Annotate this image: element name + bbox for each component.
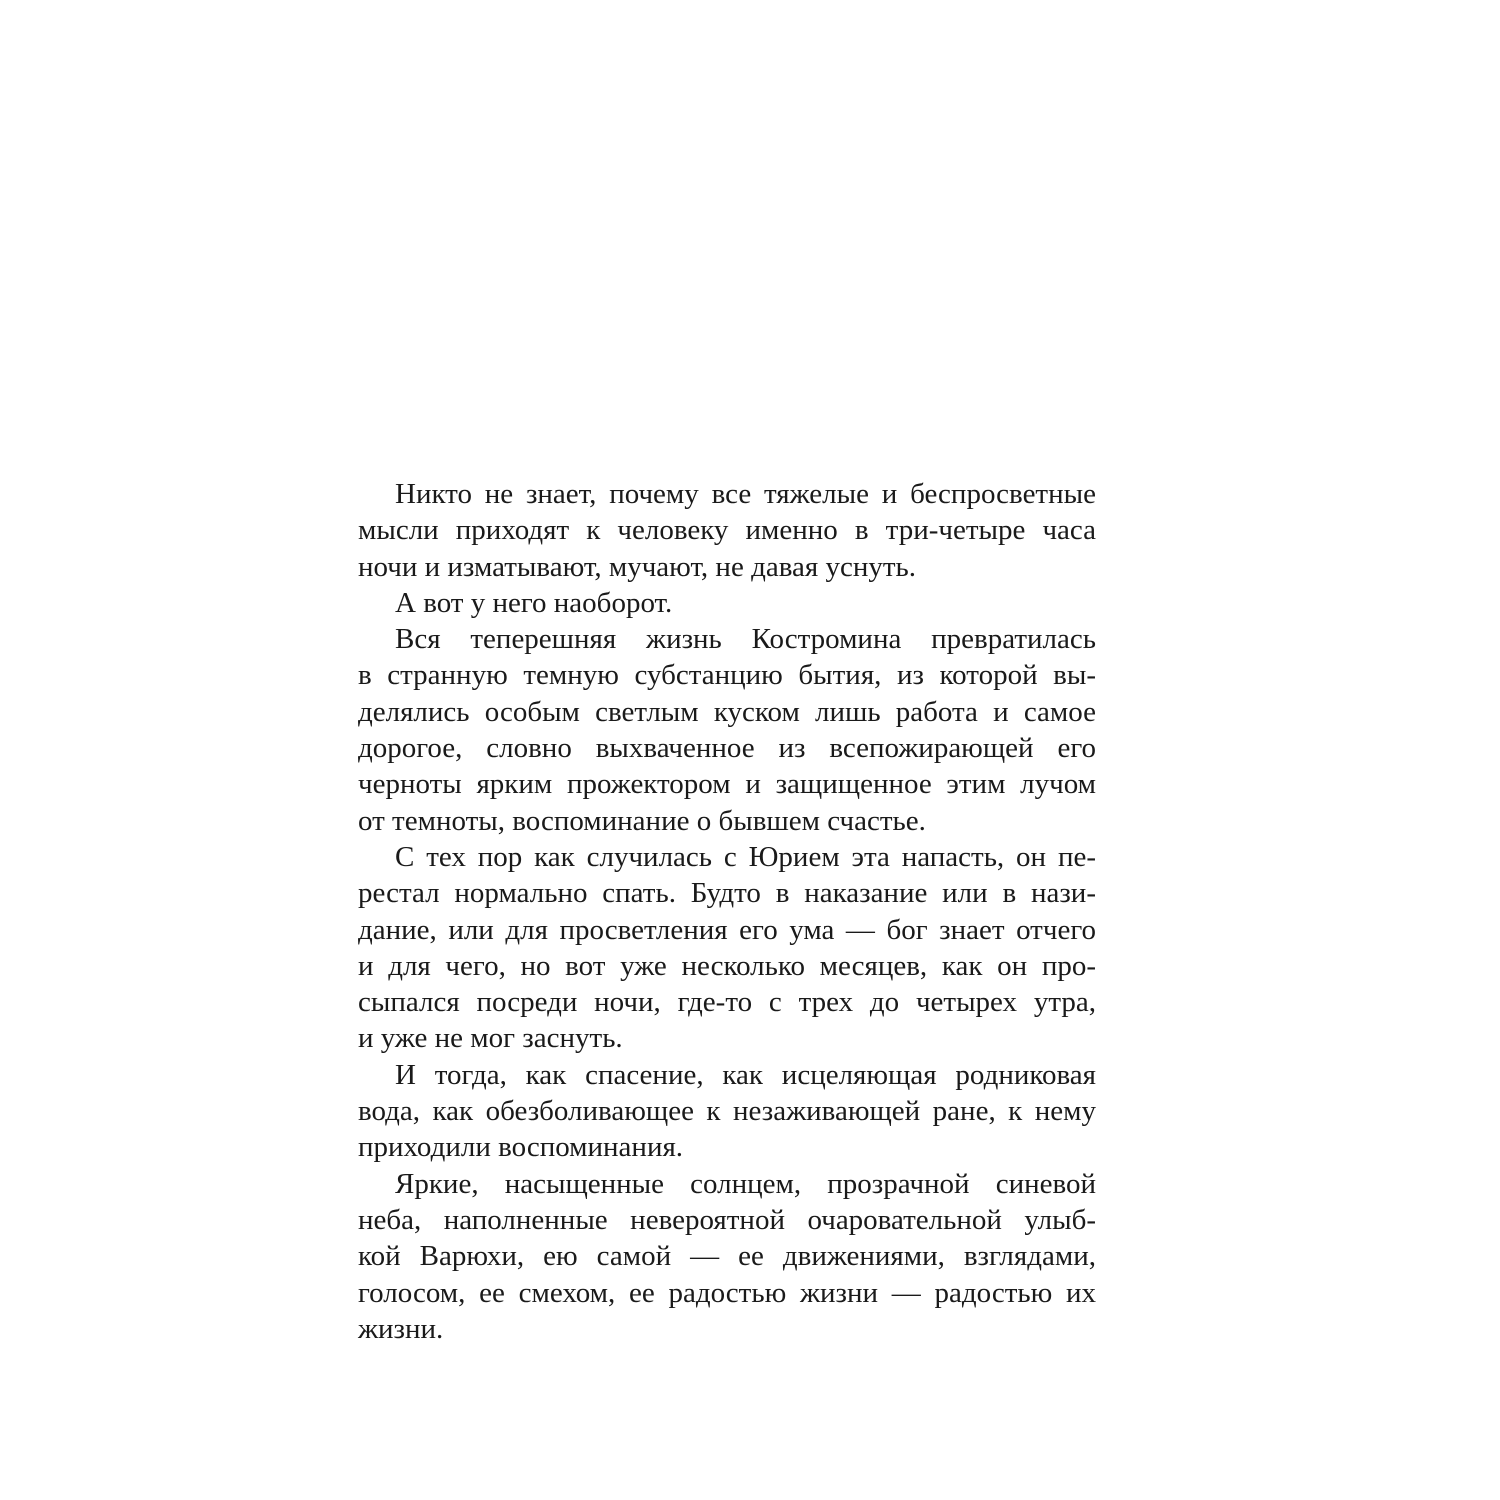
text-line: и уже не мог заснуть. — [358, 1022, 623, 1055]
text-line: А вот у него наоборот. — [395, 586, 673, 619]
text-line: приходили воспоминания. — [358, 1131, 684, 1164]
text-line: от темноты, воспоминание о бывшем счастье. — [358, 804, 926, 837]
text-line: дание, или для просветления его ума — бог знает отчего — [358, 913, 1096, 946]
text-line: в странную темную субстанцию бытия, из которой вы- — [358, 659, 1096, 692]
paragraph-3 — [358, 621, 1096, 839]
text-line: голосом, ее смехом, ее радостью жизни — радостью их — [358, 1276, 1096, 1309]
text-line: И тогда, как спасение, как исцеляющая родниковая — [395, 1058, 1096, 1091]
paragraph-1 — [358, 476, 1096, 585]
text-line: черноты ярким прожектором и защищенное этим лучом — [358, 768, 1096, 801]
text-line: Яркие, насыщенные солнцем, прозрачной синевой — [395, 1167, 1096, 1200]
text-line: Никто не знает, почему все тяжелые и беспросветные — [395, 478, 1096, 510]
text-line: сыпался посреди ночи, где-то с трех до четырех утра, — [358, 986, 1096, 1019]
text-line: вода, как обезболивающее к незаживающей ране, к нему — [358, 1095, 1096, 1128]
text-line: и для чего, но вот уже несколько месяцев, как он про- — [358, 949, 1096, 982]
text-line: делялись особым светлым куском лишь работа и самое — [358, 695, 1096, 728]
paragraph-2 — [358, 585, 1096, 621]
paragraph-5 — [358, 1057, 1096, 1166]
text-line: Вся теперешняя жизнь Костромина превратилась — [395, 623, 1096, 656]
body-text — [358, 476, 1096, 1347]
text-line: ночи и изматывают, мучают, не давая уснуть. — [358, 550, 917, 583]
text-line: мысли приходят к человеку именно в три-четыре часа — [358, 514, 1096, 547]
text-line: кой Варюхи, ею самой — ее движениями, взглядами, — [358, 1240, 1096, 1273]
text-line: рестал нормально спать. Будто в наказание или в нази- — [358, 877, 1096, 910]
text-line: дорогое, словно выхваченное из всепожирающей его — [358, 732, 1096, 765]
paragraph-4 — [358, 839, 1096, 1057]
text-line: С тех пор как случилась с Юрием эта напасть, он пе- — [395, 840, 1096, 873]
paragraph-6 — [358, 1166, 1096, 1347]
text-line: жизни. — [358, 1312, 444, 1345]
text-line: неба, наполненные невероятной очаровательной улыб- — [358, 1203, 1096, 1236]
